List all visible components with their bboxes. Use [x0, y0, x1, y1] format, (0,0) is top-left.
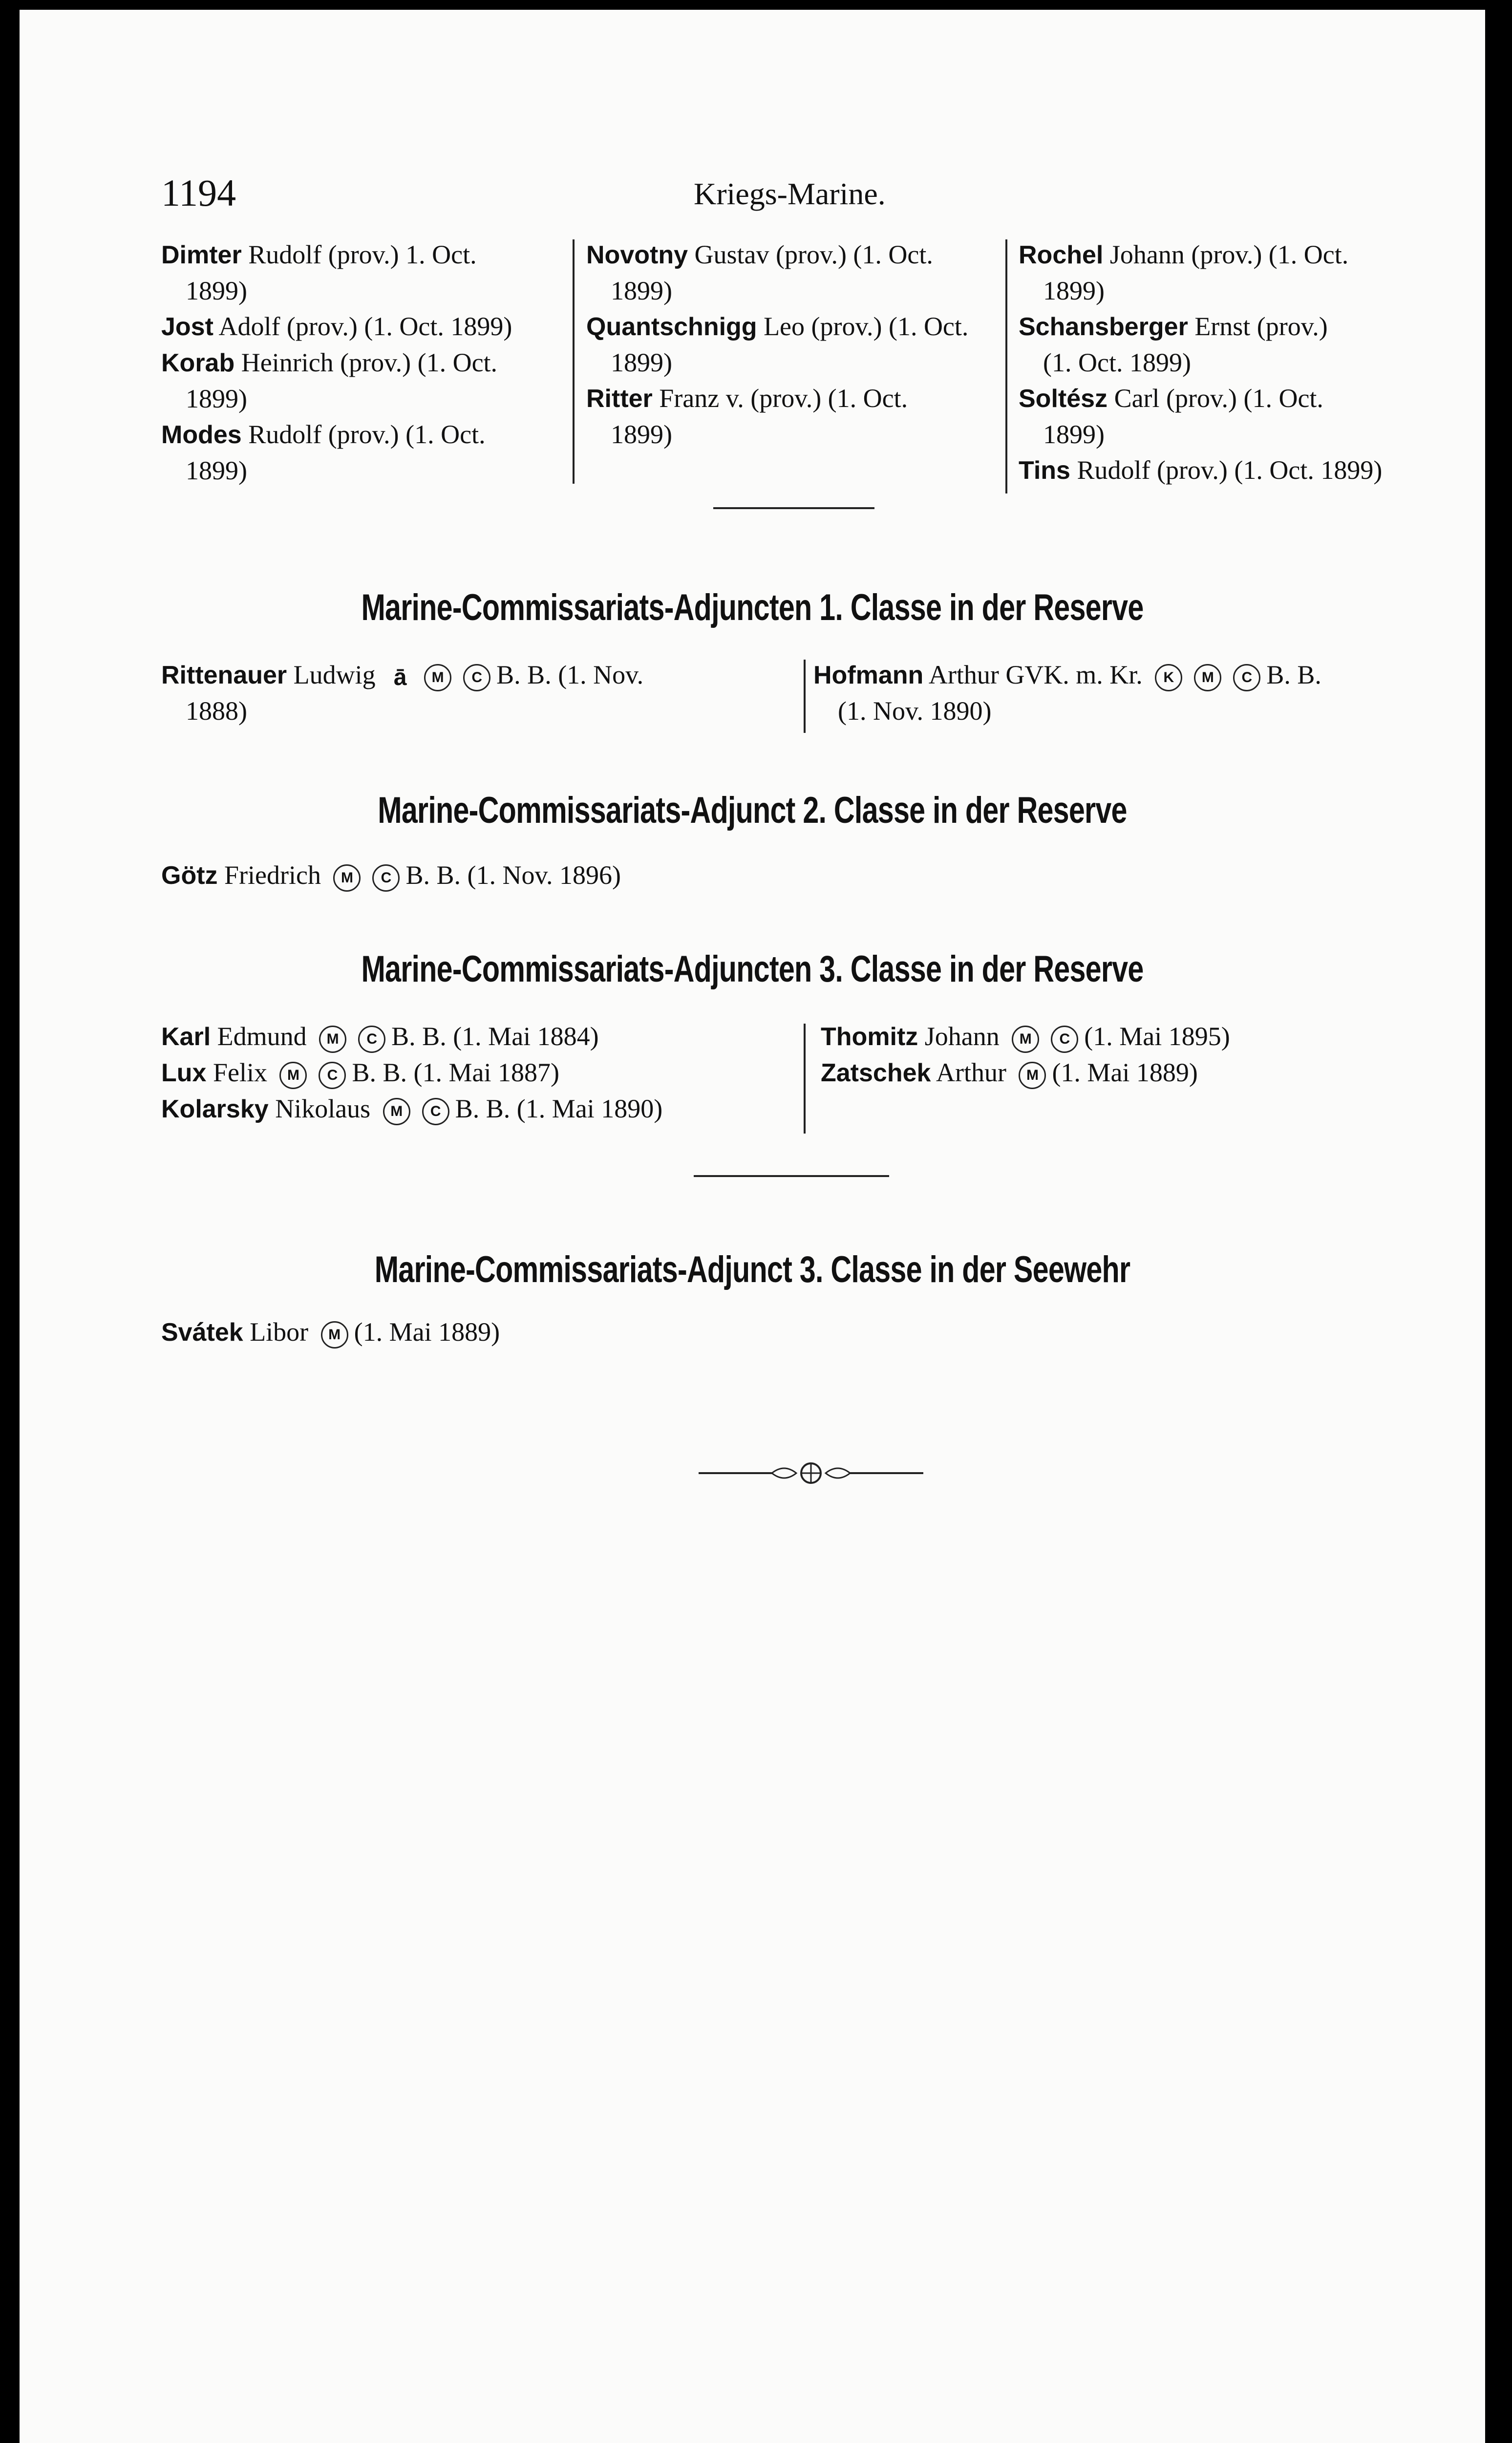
- circled-c-icon: C: [358, 1026, 385, 1053]
- circled-m-icon: M: [1012, 1026, 1039, 1053]
- list-item-continuation: 1899): [186, 384, 247, 413]
- list-item: Hofmann Arthur GVK. m. Kr. K M C B. B.: [813, 657, 1321, 693]
- section-2-list: [161, 857, 621, 894]
- list-item: Lux Felix M C B. B. (1. Mai 1887): [161, 1055, 662, 1091]
- list-item: Soltész Carl (prov.) (1. Oct.: [1019, 384, 1323, 413]
- circled-m-icon: M: [383, 1098, 410, 1125]
- list-item: Jost Adolf (prov.) (1. Oct. 1899): [161, 312, 512, 341]
- circled-m-icon: M: [1019, 1062, 1046, 1089]
- section-3-left: [161, 1019, 662, 1127]
- circled-c-icon: C: [1051, 1026, 1078, 1053]
- list-item: Ritter Franz v. (prov.) (1. Oct.: [586, 384, 908, 413]
- column-divider: [1005, 239, 1007, 493]
- list-item: Rochel Johann (prov.) (1. Oct.: [1019, 240, 1349, 269]
- list-item: Zatschek Arthur M (1. Mai 1889): [821, 1055, 1230, 1091]
- circled-c-icon: C: [319, 1062, 346, 1089]
- page-number: 1194: [161, 171, 236, 214]
- list-item-continuation: 1899): [186, 276, 247, 305]
- circled-m-icon: M: [279, 1062, 307, 1089]
- list-item: Svátek Libor M (1. Mai 1889): [161, 1314, 500, 1350]
- list-item-continuation: 1899): [611, 420, 672, 449]
- circled-c-icon: C: [372, 864, 400, 892]
- section-1-right: [813, 657, 1321, 729]
- section-1-left: [161, 657, 643, 729]
- section-heading: Marine-Commissariats-Adjunct 2. Classe in der Reserve: [378, 790, 1127, 831]
- section-heading: Marine-Commissariats-Adjunct 3. Classe in der Seewehr: [374, 1249, 1130, 1290]
- circled-m-icon: M: [321, 1321, 348, 1349]
- list-item: Thomitz Johann M C (1. Mai 1895): [821, 1019, 1230, 1055]
- circled-k-icon: K: [1155, 664, 1182, 691]
- section-4-list: [161, 1314, 500, 1350]
- list-item-continuation: (1. Nov. 1890): [838, 696, 992, 726]
- list-item-continuation: 1899): [611, 276, 672, 305]
- list-item: Tins Rudolf (prov.) (1. Oct. 1899): [1019, 455, 1383, 485]
- section-heading: Marine-Commissariats-Adjuncten 1. Classe in der Reserve: [361, 587, 1144, 628]
- list-item: Dimter Rudolf (prov.) 1. Oct.: [161, 240, 477, 269]
- circled-m-icon: M: [1194, 664, 1221, 691]
- circled-m-icon: M: [333, 864, 361, 892]
- ornament-divider-icon: [699, 1458, 923, 1488]
- top-column-2: [586, 237, 968, 452]
- circled-m-icon: M: [424, 664, 451, 691]
- list-item: Karl Edmund M C B. B. (1. Mai 1884): [161, 1019, 662, 1055]
- running-title: Kriegs-Marine.: [694, 176, 886, 211]
- circled-c-icon: C: [463, 664, 490, 691]
- list-item: Quantschnigg Leo (prov.) (1. Oct.: [586, 312, 969, 341]
- list-item-continuation: 1888): [186, 696, 247, 726]
- column-divider: [804, 660, 806, 733]
- list-item-continuation: 1899): [611, 348, 672, 377]
- list-item-continuation: (1. Oct. 1899): [1043, 348, 1191, 377]
- page-header: [20, 171, 1485, 214]
- list-item: Korab Heinrich (prov.) (1. Oct.: [161, 348, 498, 377]
- list-item: Modes Rudolf (prov.) (1. Oct.: [161, 420, 486, 449]
- list-item-continuation: 1899): [1043, 420, 1105, 449]
- circled-c-icon: C: [422, 1098, 449, 1125]
- section-3-right: [821, 1019, 1230, 1091]
- anchor-symbol-icon: ā: [393, 664, 407, 690]
- list-item: Schansberger Ernst (prov.): [1019, 312, 1328, 341]
- list-item: Rittenauer Ludwig ā M C B. B. (1. Nov.: [161, 660, 644, 690]
- top-column-1: [161, 237, 512, 489]
- circled-c-icon: C: [1233, 664, 1260, 691]
- list-item: Novotny Gustav (prov.) (1. Oct.: [586, 240, 933, 269]
- section-rule: [694, 1175, 889, 1177]
- column-divider: [804, 1024, 806, 1134]
- list-item-continuation: 1899): [1043, 276, 1105, 305]
- list-item-continuation: 1899): [186, 456, 247, 485]
- column-divider: [573, 239, 575, 484]
- section-rule: [713, 507, 874, 509]
- page: [20, 10, 1485, 2443]
- list-item: Kolarsky Nikolaus M C B. B. (1. Mai 1890): [161, 1091, 662, 1127]
- circled-m-icon: M: [319, 1026, 346, 1053]
- list-item: Götz Friedrich M C B. B. (1. Nov. 1896): [161, 857, 621, 894]
- top-column-3: [1019, 237, 1382, 489]
- section-heading: Marine-Commissariats-Adjuncten 3. Classe in der Reserve: [361, 948, 1144, 990]
